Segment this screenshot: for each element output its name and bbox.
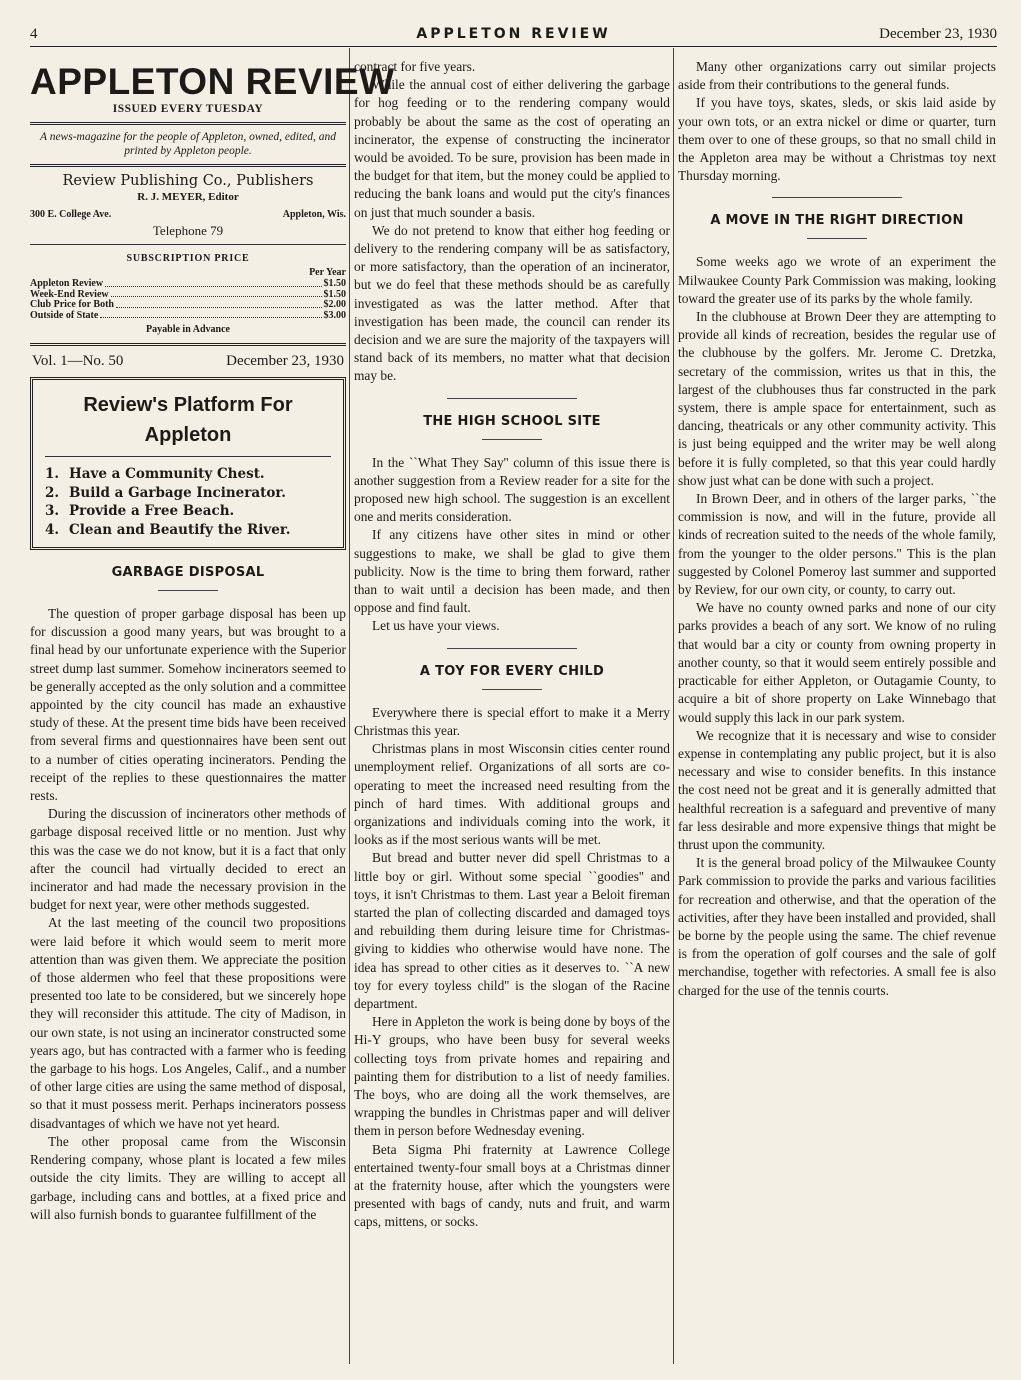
article-paragraph: We do not pretend to know that either hog feeding or delivery to the rendering company will be as satisfactory, or more satisfactory, than the operation of an incinerator, but we do feel that these methods should be as carefully investigated as was the latter method. After that investigation has been made, the council can render its decision and we are sure the majority of the taxpayers will stand back of its members, no matter what that decision may be. (354, 222, 670, 384)
article-paragraph: Many other organizations carry out similar projects aside from their contributions to the general funds. (678, 59, 996, 93)
platform-title-line-2: Appleton (144, 424, 232, 446)
volume-line (30, 351, 346, 371)
article-paragraph: It is the general broad policy of the Milwaukee County Park commission to provide the parks and various facilities for recreation and otherwise, and that the operation of the activities, after they have been installed and provided, shall be borne by the people using the same. The chief revenue is from the operation of golf courses and the sale of golf merchandise, together with refectories. A small fee is also charged for the use of the tennis courts. (678, 855, 996, 998)
column-1 (30, 58, 395, 1360)
price-amount: $2.00 (323, 299, 346, 310)
plank-number: 1. (45, 466, 60, 482)
address-line (30, 207, 346, 222)
running-title: APPLETON REVIEW (416, 26, 611, 42)
price-name: Appleton Review (30, 278, 104, 289)
plank-text: Provide a Free Beach. (69, 503, 235, 519)
move-heading: A MOVE IN THE RIGHT DIRECTION (710, 213, 964, 229)
running-date: December 23, 1930 (879, 26, 997, 42)
article-paragraph: In Brown Deer, and in others of the larger parks, ``the commission is now, and will in the future, provide all kinds of recreation suited to the needs of the whole family, from the younger to the older persons.'' This is the plan suggested by Colonel Pomeroy last summer and supported by Review, for our own city, or county, to carry out. (678, 491, 996, 598)
per-year-label: Per Year (309, 267, 346, 278)
article-paragraph-continued: contract for five years. (354, 59, 476, 74)
section-separator (447, 398, 577, 399)
motto-rule (30, 164, 346, 167)
payable-note: Payable in Advance (146, 324, 230, 335)
masthead-rule (30, 122, 346, 125)
article-paragraph: At the last meeting of the council two propositions were laid before it which would seem to merit more attention than was given them. We appreciate the position of those aldermen who feel that these propositions were presented too late to be considered, but we sincerely hope they will reconsider this attitude. The city of Madison, in our own state, is not using an incinerator constructed some years ago, but has contracted with a farmer who is feeding the garbage to his hogs. Los Angeles, Calif., and a number of other large cities are using the same method of disposal, so that it must possess merit. Perhaps incinerators possess disadvantages of which we have not yet heard. (30, 915, 346, 1131)
masthead-motto: A news-magazine for the people of Appleton, owned, edited, and printed by Appleton people. (40, 131, 336, 157)
plank-number: 4. (45, 521, 60, 538)
article-paragraph: Christmas plans in most Wisconsin cities center round unemployment relief. Organizations of all sorts are co-operating to meet the increased need resulting from the pinch of hard times. With additional groups and organizations and individuals coming into the work, it looks as if the most serious wants will be met. (354, 741, 670, 848)
platform-plank (45, 521, 331, 540)
column-2 (354, 58, 670, 1360)
editor-line: R. J. MEYER, Editor (137, 191, 239, 203)
article-paragraph: Beta Sigma Phi fraternity at Lawrence College entertained twenty-four small boys at a Christmas dinner at the fraternity house, after which the youngsters were presented with bags of candy, nuts and fruit, and warm caps, mittens, or socks. (354, 1141, 670, 1230)
section-separator (772, 197, 902, 198)
subscription-rule (30, 244, 346, 245)
platform-plank (45, 465, 331, 484)
plank-text: Build a Garbage Incinerator. (69, 484, 286, 501)
section-separator (447, 648, 577, 649)
column-rule-1 (349, 48, 350, 1364)
price-row (30, 311, 346, 322)
article-paragraph: Everywhere there is special effort to make it a Merry Christmas this year. (354, 704, 670, 738)
address-city: Appleton, Wis. (282, 209, 346, 220)
heading-rule (158, 590, 218, 591)
address-street: 300 E. College Ave. (30, 209, 112, 220)
highschool-heading: THE HIGH SCHOOL SITE (423, 413, 601, 429)
platform-title (45, 390, 331, 450)
volume-rule-top (30, 343, 346, 346)
article-paragraph: But bread and butter never did spell Christmas to a little boy or girl. Without some special ``goodies'' and toys, it isn't Christmas to them. Last year a Beloit fireman started the plan of collecting discarded and damaged toys and rebuilding them during leisure time for Christmas-giving to kiddies who otherwise would have none. The idea has spread to other cities as it deserves to. ``A new toy for every toyless child'' is the slogan of the Racine department. (354, 850, 670, 1011)
garbage-heading: GARBAGE DISPOSAL (111, 565, 265, 580)
platform-plank (45, 484, 331, 503)
masthead-title: APPLETON REVIEW (30, 61, 395, 102)
platform-plank (45, 502, 331, 521)
price-amount: $3.00 (323, 309, 346, 321)
heading-rule (807, 238, 867, 239)
article-paragraph: Let us have your views. (372, 618, 500, 634)
price-row (30, 279, 346, 290)
plank-number: 3. (45, 503, 60, 519)
article-paragraph: During the discussion of incinerators other methods of garbage disposal received little or no mention. Just why this was the case we do not know, but it is a fact that only after the council had virtually decided to erect an incinerator and had made the necessary provision in the budget for next year, were other methods suggested. (30, 806, 346, 913)
article-paragraph: We recognize that it is necessary and wise to consider expense in contemplating any public project, but it is also necessary and wise to consider benefits. In this instance the cost need not be great and it is generally admitted that healthful recreation is a safeguard and preventive of many far less desirable and more expensive things that might be thrust upon the community. (678, 727, 996, 852)
telephone-line: Telephone 79 (152, 223, 224, 238)
toy-heading: A TOY FOR EVERY CHILD (419, 663, 605, 679)
issue-date: December 23, 1930 (226, 353, 344, 369)
publisher-line: Review Publishing Co., Publishers (62, 173, 314, 189)
subscription-heading: SUBSCRIPTION PRICE (126, 253, 250, 264)
masthead-subtitle: ISSUED EVERY TUESDAY (112, 103, 264, 115)
plank-number: 2. (45, 484, 60, 501)
platform-box (30, 377, 346, 550)
plank-text: Have a Community Chest. (69, 466, 265, 482)
article-paragraph: If you have toys, skates, sleds, or skis laid aside by your own tots, or an extra nickel or dime or quarter, turn them over to one of these groups, so that no small child in the Appleton area may be without a Christmas toy next Thursday morning. (678, 95, 996, 184)
leader-dots (105, 279, 321, 287)
article-paragraph: In the clubhouse at Brown Deer they are attempting to provide all kinds of recreation, besides the regular use of the clubhouse by the golfers. Mr. Jerome C. Dretzka, secretary of the commission, writes us that in this, the largest of the clubhouses thus far constructed in the park system, there is ample space for entertainment, such as dancing, theatricals or any other community activity. This is just being equipped and the writer may be well along before it is fully completed, so that this year could hardly show just what can be done with such a project. (678, 309, 996, 488)
leader-dots (111, 290, 322, 298)
price-name: Week-End Review (30, 288, 109, 300)
price-amount: $1.50 (323, 288, 346, 300)
article-paragraph: If any citizens have other sites in mind or other suggestions to make, we shall be glad to give them publicity. Now is the time to bring them forward, rather than to wait until a decision has been made, and then oppose and find fault. (354, 527, 670, 616)
article-paragraph: In the ``What They Say'' column of this issue there is another suggestion from a Review reader for a site for the proposed new high school. The suggestion is an excellent one and merits consideration. (354, 454, 670, 525)
leader-dots (100, 311, 321, 319)
platform-title-line-1: Review's Platform For (83, 394, 293, 416)
article-paragraph: Some weeks ago we wrote of an experiment the Milwaukee County Park Commission was making, looking toward the greater use of its parks by the whole family. (678, 254, 996, 306)
price-list (30, 279, 346, 321)
price-name: Outside of State (30, 309, 99, 321)
article-paragraph: While the annual cost of either delivering the garbage for hog feeding or to the rendering company would probably be about the same as the cost of operating an incinerator, the expense of constructing the incinerator would be avoided. To be sure, provision has been made in the budget for that item, but the money could be applied to reducing the bank loans and would put the city's finances on just that much sounder a basis. (354, 77, 670, 220)
article-paragraph: We have no county owned parks and none of our city parks provides a beach of any sort. We know of no ruling that would bar a city or county from owning property in another county, so that it would seem entirely possible and practicable for either Appleton, or Outagamie County, to acquire a bit of shore property on Lake Winnebago that would supply this lack in our park system. (678, 600, 996, 725)
column-3 (678, 58, 996, 1360)
page-number: 4 (30, 26, 38, 42)
price-name: Club Price for Both (30, 299, 114, 310)
article-paragraph: Here in Appleton the work is being done by boys of the Hi-Y groups, who have been busy for several weeks collecting toys from private homes and repairing and painting them for distribution to a list of needy families. The boys, who are doing all the work themselves, are wrapping the bundles in Christmas paper and will deliver them in person before Wednesday evening. (354, 1014, 670, 1139)
heading-rule (482, 689, 542, 690)
price-amount: $1.50 (323, 278, 346, 289)
volume-number: Vol. 1—No. 50 (32, 353, 124, 369)
running-head (30, 26, 997, 48)
platform-rule (45, 456, 331, 457)
article-paragraph: The question of proper garbage disposal has been up for discussion a good many years, but was brought to a final head by our unfortunate experience with the Superior street dump last summer. Somehow incinerators seemed to be generally accepted as the only solution and a committee appointed by the city council has made an exhaustive study of these. At the present time bids have been received from several firms and questionnaires have been sent out to a number of cities operating incinerators. Pending the receipt of the replies to these questionnaires the matter rests. (30, 606, 346, 804)
head-rule (30, 46, 997, 47)
plank-text: Clean and Beautify the River. (69, 521, 291, 538)
leader-dots (116, 300, 322, 308)
heading-rule (482, 439, 542, 440)
column-rule-2 (673, 48, 674, 1364)
price-row (30, 300, 346, 311)
article-paragraph: The other proposal came from the Wisconsin Rendering company, whose plant is located a few miles outside the city limits. They are willing to accept all garbage, including cans and bottles, at a fixed price and will also furnish bonds to guarantee fulfillment of the (30, 1133, 346, 1222)
